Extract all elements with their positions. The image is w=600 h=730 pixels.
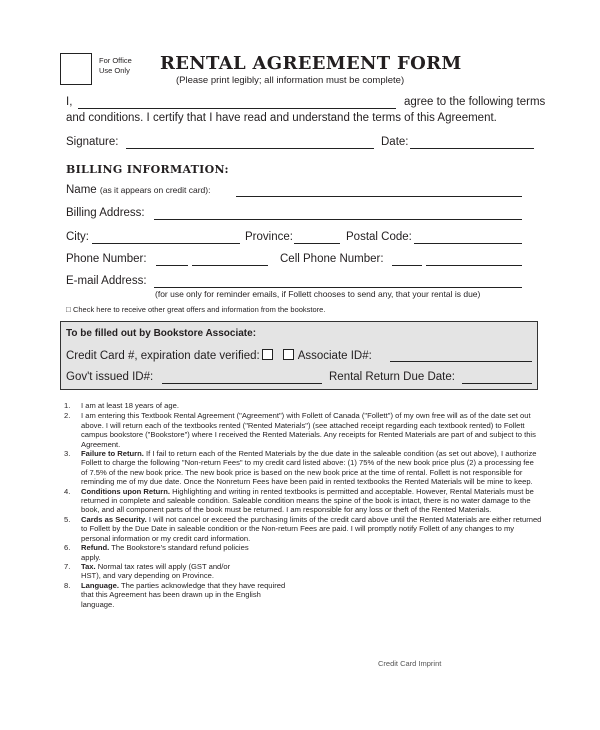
date-field[interactable] <box>410 148 534 149</box>
billing-address-field[interactable] <box>154 219 522 220</box>
term-item <box>64 411 542 449</box>
term-text: The Bookstore's standard refund policies apply. <box>81 543 249 562</box>
name-note: (as it appears on credit card): <box>99 185 211 195</box>
credit-card-verified-row <box>66 349 372 362</box>
term-text: If I fail to return each of the Rented Materials by the due date in the saleable condition (as set out above), I authorize Follett to charge the following "Non-return Fees" to my credit card listed above: (1) 75% of the new book price plus (2) a processing fee of 7.5% of the new book price. The new book price is based on the new book price at the time of rental. Follett is not responsible for reminding me of my due date. Once the Nonreturn Fees have been paid in rented textbooks the Rented Materials will be mine to keep. <box>81 449 537 487</box>
term-number: 5. <box>64 514 71 524</box>
office-use-label <box>99 56 132 76</box>
office-use-box <box>60 53 92 85</box>
term-text: Normal tax rates will apply (GST and/or HST), and vary depending on Province. <box>81 561 231 581</box>
signature-field[interactable] <box>126 148 374 149</box>
term-item <box>64 449 542 487</box>
associate-id-label: Associate ID#: <box>297 350 372 362</box>
name-blank-line[interactable] <box>78 108 396 109</box>
name-label-text: Name <box>66 184 97 196</box>
cell-phone-label: Cell Phone Number: <box>280 253 384 265</box>
certify-text: and conditions. I certify that I have read and understand the terms of this Agreement. <box>66 112 497 124</box>
postal-code-label: Postal Code: <box>346 231 412 243</box>
i-label: I, <box>66 96 73 108</box>
cell-number-field[interactable] <box>426 265 522 266</box>
term-number: 8. <box>64 580 71 590</box>
credit-card-verified-checkbox[interactable] <box>262 349 273 360</box>
term-number: 2. <box>64 411 71 421</box>
date-label: Date: <box>381 136 409 148</box>
checkbox-icon[interactable]: □ <box>66 305 71 314</box>
credit-card-verified-label: Credit Card #, expiration date verified: <box>66 350 260 362</box>
form-subtitle: (Please print legibly; all information must be complete) <box>176 75 405 86</box>
office-label-line-1: For Office <box>99 56 132 65</box>
term-text: I am at least 18 years of age. <box>81 401 179 410</box>
phone-area-code-field[interactable] <box>156 265 188 266</box>
phone-label: Phone Number: <box>66 253 147 265</box>
term-item <box>64 515 542 543</box>
term-text: I will not cancel or exceed the purchasing limits of the credit card above until the Rented Materials are either returned to Follett by the Due Date in saleable condition or the Non-return Fees are paid. I will promptly notify Follett of any changes to my personal information or my credit card information. <box>81 514 542 543</box>
term-item <box>64 401 542 410</box>
billing-heading: BILLING INFORMATION: <box>66 163 229 176</box>
email-note: (for use only for reminder emails, if Follett chooses to send any, that your rental is due) <box>155 289 481 299</box>
offers-note: Check here to receive other great offers and information from the bookstore. <box>72 305 326 314</box>
term-heading: Cards as Security. <box>81 514 147 524</box>
offers-optin[interactable] <box>66 305 325 314</box>
city-label: City: <box>66 231 89 243</box>
postal-code-field[interactable] <box>414 243 522 244</box>
term-item <box>64 562 251 581</box>
govt-id-field[interactable] <box>162 383 322 384</box>
email-label: E-mail Address: <box>66 275 147 287</box>
term-heading: Failure to Return. <box>81 449 144 459</box>
associate-heading: To be filled out by Bookstore Associate: <box>66 328 257 339</box>
term-heading: Conditions upon Return. <box>81 486 171 496</box>
cell-area-code-field[interactable] <box>392 265 422 266</box>
billing-address-label: Billing Address: <box>66 207 145 219</box>
term-number: 3. <box>64 449 71 459</box>
term-text: I am entering this Textbook Rental Agreement ("Agreement") with Follett of Canada ("Follett") of my own free will as of the date set out above. I will return each of the textbooks rented ("Rented Materials") (see attached receipt regarding each textbook rented) to Follett campus bookstore ("Bookstore") where I received the Rented Materials. Any receipts for Rented Materials are part of and subject to this Agreement. <box>81 411 536 449</box>
due-date-field[interactable] <box>462 383 532 384</box>
term-text: Highlighting and writing in rented textbooks is permitted and acceptable. However, Rental Materials must be returned in complete and saleable condition. Saleable condition means the spine of the book is intact, there is no water damage to the book, and all component parts of the book must be returned. I am responsible for any loss or theft of the Rented Materials. <box>81 486 534 515</box>
govt-id-label: Gov't issued ID#: <box>66 371 154 383</box>
office-label-line-2: Use Only <box>99 66 130 75</box>
term-text: The parties acknowledge that they have required that this Agreement has been drawn up in the English language. <box>81 580 286 609</box>
term-number: 7. <box>64 561 71 571</box>
terms-list <box>64 401 542 609</box>
term-item <box>64 581 291 609</box>
term-heading: Refund. <box>81 543 110 553</box>
province-label: Province: <box>245 231 293 243</box>
city-field[interactable] <box>92 243 240 244</box>
term-number: 1. <box>64 401 71 410</box>
term-heading: Tax. <box>81 561 96 571</box>
name-label <box>66 184 210 196</box>
email-field[interactable] <box>154 287 522 288</box>
associate-id-field[interactable] <box>390 361 532 362</box>
signature-label: Signature: <box>66 136 119 148</box>
phone-number-field[interactable] <box>192 265 268 266</box>
term-item <box>64 487 542 515</box>
term-number: 4. <box>64 486 71 496</box>
credit-card-imprint-label: Credit Card Imprint <box>378 659 442 668</box>
agree-text: agree to the following terms <box>404 96 546 108</box>
cardholder-name-field[interactable] <box>236 196 522 197</box>
province-field[interactable] <box>294 243 340 244</box>
term-heading: Language. <box>81 580 119 590</box>
associate-checkbox[interactable] <box>283 349 294 360</box>
due-date-label: Rental Return Due Date: <box>329 371 455 383</box>
term-number: 6. <box>64 543 71 553</box>
form-title: RENTAL AGREEMENT FORM <box>160 53 462 74</box>
term-item <box>64 543 251 562</box>
